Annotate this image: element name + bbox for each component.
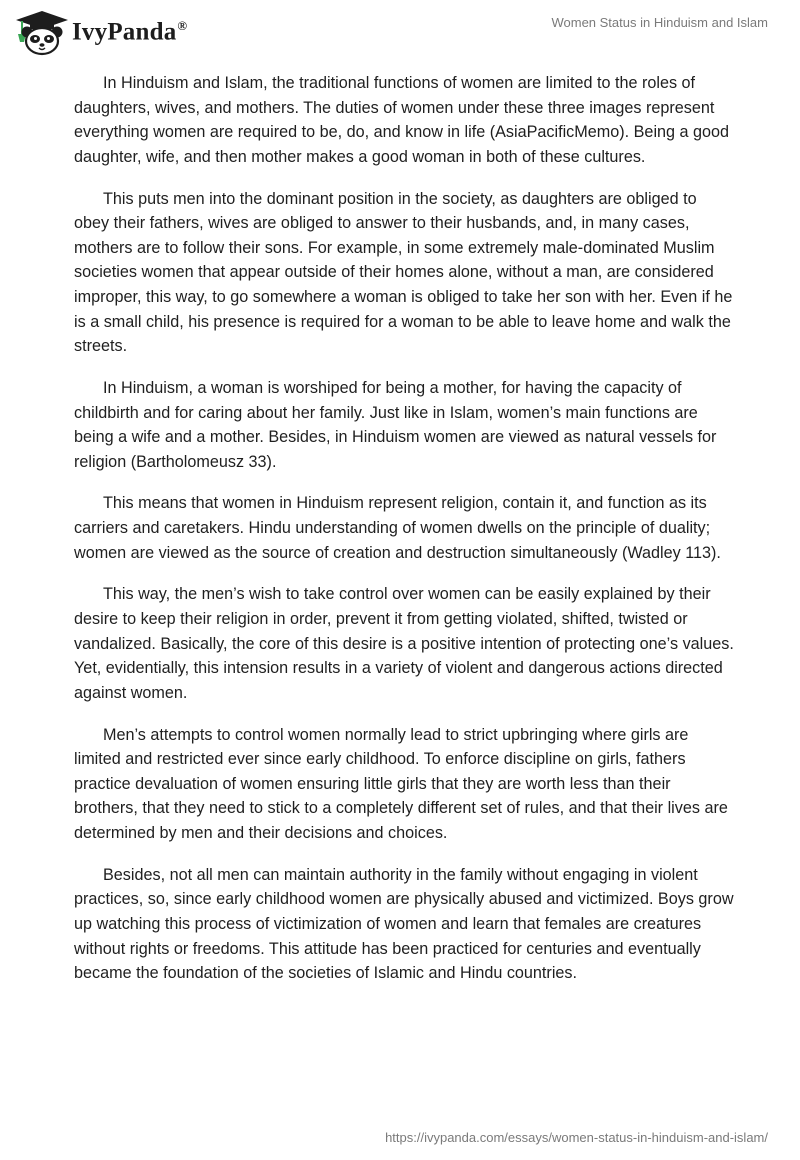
brand-logo[interactable] bbox=[14, 8, 187, 56]
paragraph: This means that women in Hinduism represent religion, contain it, and function as its carriers and caretakers. Hindu understanding of women dwells on the principle of duality; women are viewed as the source of creation and destruction simultaneously (Wadley 113). bbox=[74, 494, 721, 562]
paragraph: This puts men into the dominant position in the society, as daughters are obliged to obey their fathers, wives are obliged to answer to their husbands, and, in many cases, mothers are to follow their sons. For example, in some extremely male-dominated Muslim societies women that appear outside of their homes alone, without a man, are considered improper, this way, to go somewhere a woman is obliged to take her son with her. Even if he is a small child, his presence is required for a woman to be able to leave home and walk the streets. bbox=[74, 189, 733, 356]
registered-mark: ® bbox=[177, 17, 188, 33]
source-url-link[interactable]: https://ivypanda.com/essays/women-status-in-hinduism-and-islam/ bbox=[385, 1130, 768, 1145]
document-title: Women Status in Hinduism and Islam bbox=[551, 15, 768, 30]
brand-name: IvyPanda® bbox=[72, 17, 188, 46]
paragraph: Besides, not all men can maintain authority in the family without engaging in violent practices, so, since early childhood women are physically abused and victimized. Boys grow up watching this process of victimization of women and learn that females are creatures without rights or freedoms. This attitude has been practiced for centuries and eventually became the foundation of the societies of Islamic and Hindu countries. bbox=[74, 865, 734, 983]
paragraph: Men’s attempts to control women normally lead to strict upbringing where girls are limited and restricted ever since early childhood. To enforce discipline on girls, fathers practice devaluation of women ensuring little girls that they are worth less than their brothers, that they need to stick to a completely different set of rules, and that their lives are determined by men and their decisions and choices. bbox=[74, 725, 728, 842]
paragraph: In Hinduism, a woman is worshiped for being a mother, for having the capacity of childbirth and for caring about her family. Just like in Islam, women’s main functions are being a wife and a mother. Besides, in Hinduism women are viewed as natural vessels for religion (Bartholomeusz 33). bbox=[74, 378, 717, 471]
page-header bbox=[0, 0, 800, 64]
paragraph: This way, the men’s wish to take control over women can be easily explained by their desire to keep their religion in order, prevent it from getting violated, shifted, twisted or vandalized. Basically, the core of this desire is a positive intention of protecting one’s values. Yet, evidentially, this intension results in a variety of violent and dangerous actions directed against women. bbox=[74, 585, 734, 702]
paragraph: In Hinduism and Islam, the traditional functions of women are limited to the roles of daughters, wives, and mothers. The duties of women under these three images represent everything women are required to be, do, and know in life (AsiaPacificMemo). Being a good daughter, wife, and then mother makes a good woman in both of these cultures. bbox=[74, 74, 730, 166]
essay-body bbox=[74, 71, 734, 1003]
panda-graduation-cap-icon bbox=[14, 8, 70, 56]
